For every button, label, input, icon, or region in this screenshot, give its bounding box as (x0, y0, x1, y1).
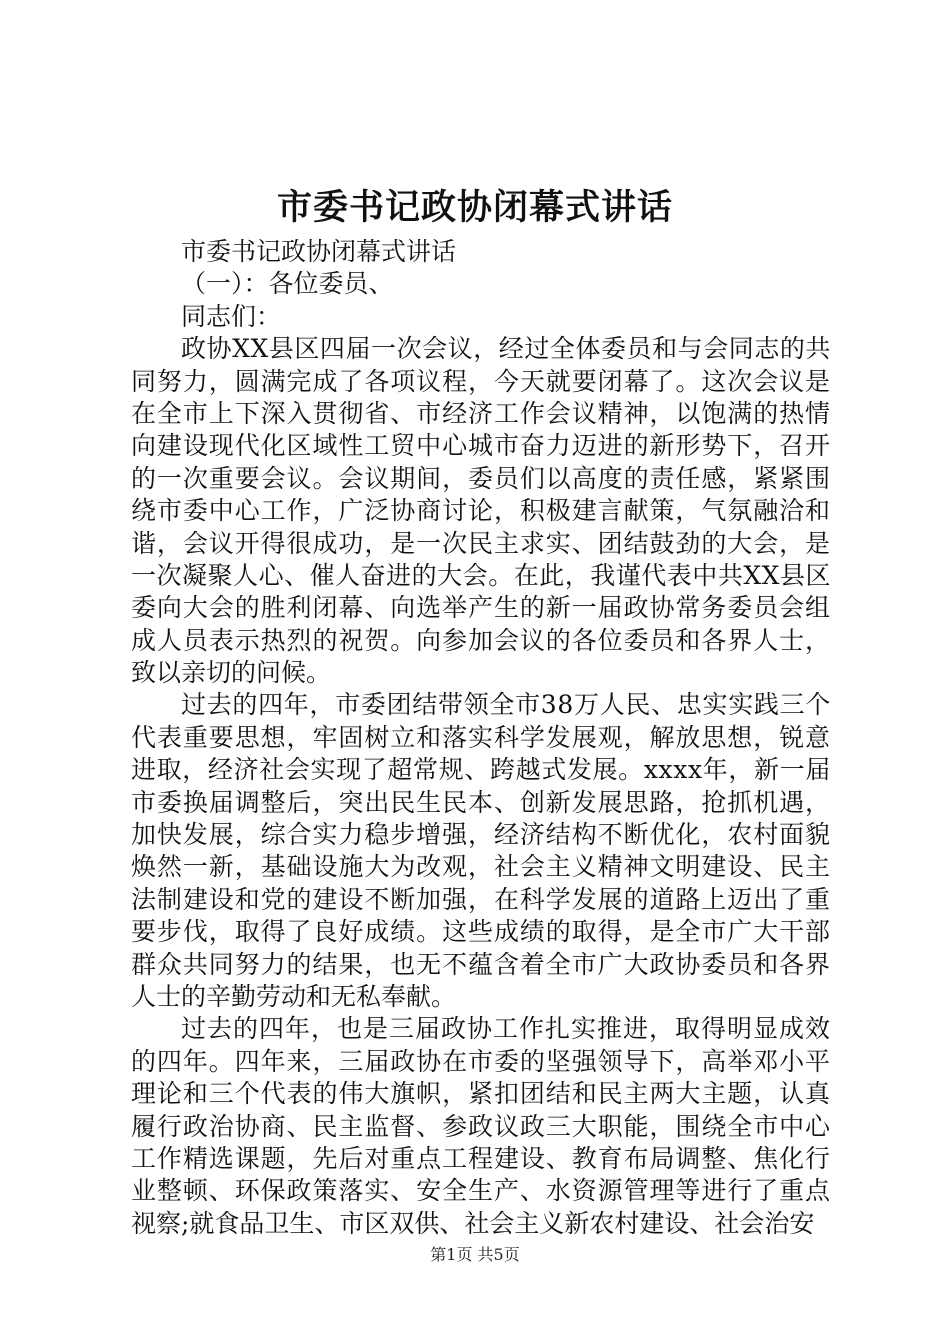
body-line: 一次凝聚人心、催人奋进的大会。在此，我谨代表中共XX县区 (131, 560, 831, 590)
body-line: 群众共同努力的结果，也无不蕴含着全市广大政协委员和各界 (131, 949, 831, 979)
body-line: 履行政治协商、民主监督、参政议政三大职能，围绕全市中心 (131, 1111, 831, 1141)
body-line: 法制建设和党的建设不断加强，在科学发展的道路上迈出了重 (131, 884, 831, 914)
body-line: 向建设现代化区域性工贸中心城市奋力迈进的新形势下，召开 (131, 431, 831, 461)
body-line: 的四年。四年来，三届政协在市委的坚强领导下，高举邓小平 (131, 1046, 831, 1076)
body-line: 绕市委中心工作，广泛协商讨论，积极建言献策，气氛融洽和 (131, 496, 831, 526)
body-line: 焕然一新，基础设施大为改观，社会主义精神文明建设、民主 (131, 852, 831, 882)
document-body (131, 236, 831, 1240)
body-line: 同志们： (181, 301, 282, 331)
page-footer: 第1页 共5页 (430, 1245, 520, 1264)
body-line: 代表重要思想，牢固树立和落实科学发展观，解放思想，锐意 (131, 722, 831, 752)
body-line: 视察;就食品卫生、市区双供、社会主义新农村建设、社会治安 (131, 1208, 815, 1238)
body-line: 过去的四年，也是三届政协工作扎实推进，取得明显成效 (181, 1014, 831, 1044)
body-line: 市委书记政协闭幕式讲话 (181, 237, 457, 266)
body-line: 过去的四年，市委团结带领全市38万人民、忠实实践三个 (181, 690, 831, 720)
body-line: （一）：各位委员、 (181, 269, 394, 299)
body-line: 的一次重要会议。会议期间，委员们以高度的责任感，紧紧围 (131, 463, 831, 493)
body-line: 致以亲切的问候。 (131, 658, 332, 688)
body-line: 谐，会议开得很成功，是一次民主求实、团结鼓劲的大会，是 (131, 528, 831, 558)
body-line: 在全市上下深入贯彻省、市经济工作会议精神，以饱满的热情 (131, 398, 831, 428)
body-line: 人士的辛勤劳动和无私奉献。 (131, 981, 457, 1011)
body-line: 要步伐，取得了良好成绩。这些成绩的取得，是全市广大干部 (131, 917, 831, 947)
body-line: 成人员表示热烈的祝贺。向参加会议的各位委员和各界人士， (131, 625, 831, 655)
body-line: 市委换届调整后，突出民生民本、创新发展思路，抢抓机遇， (131, 787, 831, 817)
body-line: 理论和三个代表的伟大旗帜，紧扣团结和民主两大主题，认真 (131, 1079, 831, 1109)
body-line: 政协XX县区四届一次会议，经过全体委员和与会同志的共 (181, 334, 831, 364)
body-line: 同努力，圆满完成了各项议程，今天就要闭幕了。这次会议是 (131, 366, 831, 396)
body-line: 进取，经济社会实现了超常规、跨越式发展。xxxx年，新一届 (131, 755, 831, 785)
body-line: 业整顿、环保政策落实、安全生产、水资源管理等进行了重点 (131, 1176, 831, 1206)
document-title: 市委书记政协闭幕式讲话 (276, 187, 673, 228)
body-line: 委向大会的胜利闭幕、向选举产生的新一届政协常务委员会组 (131, 593, 831, 623)
body-line: 加快发展，综合实力稳步增强，经济结构不断优化，农村面貌 (131, 820, 831, 850)
body-line: 工作精选课题，先后对重点工程建设、教育布局调整、焦化行 (131, 1143, 831, 1173)
